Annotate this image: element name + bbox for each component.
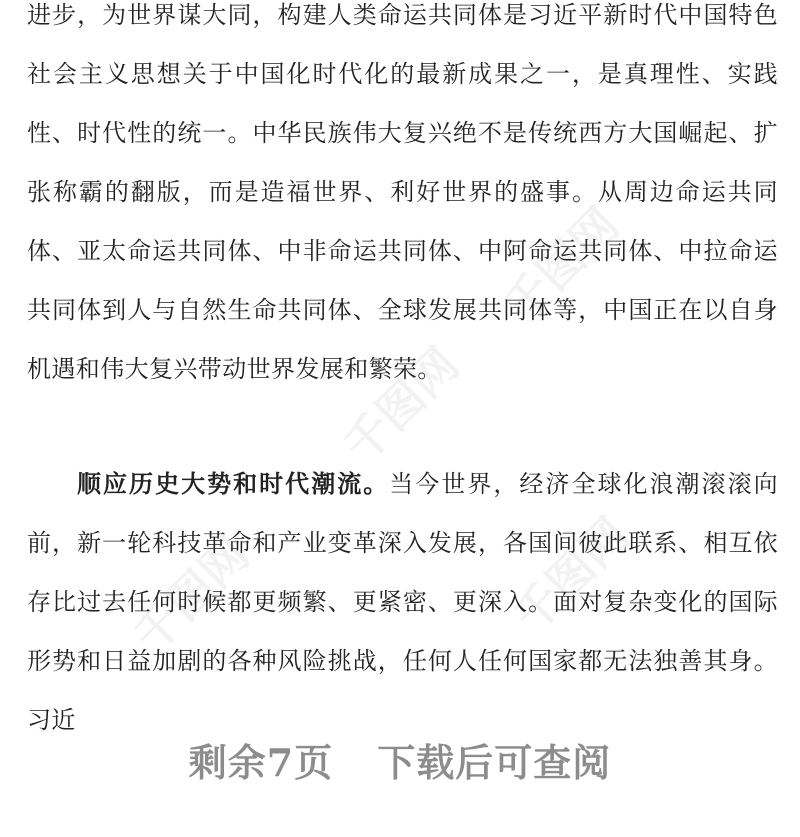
paragraph-1-text: 进步，为世界谋大同，构建人类命运共同体是习近平新时代中国特色社会主义思想关于中国化时代化的最新成果之一，是真理性、实践性、时代性的统一。中华民族伟大复兴绝不是传统西方大国崛起、扩张称霸的翻版，而是造福世界、利好世界的盛事。从周边命运共同体、亚太命运共同体、中非命运共同体、中阿命运共同体、中拉命运共同体到人与自然生命共同体、全球发展共同体等，中国正在以自身机遇和伟大复兴带动世界发展和繁荣。 (27, 1, 778, 383)
paragraph-2-lead: 顺应历史大势和时代潮流。 (77, 470, 390, 498)
download-to-view-label: 下载后可查阅 (377, 740, 612, 785)
watermark: 千图网 (333, 337, 470, 474)
watermark: 千图网 (503, 507, 640, 644)
paragraph-2-text: 当今世界，经济全球化浪潮滚滚向前，新一轮科技革命和产业变革深入发展，各国间彼此联系、相互依存比过去任何时候都更频繁、更紧密、更深入。面对复杂变化的国际形势和日益加剧的各种风险挑战，任何人任何国家都无法独善其身。习近 (27, 470, 778, 734)
watermark: 千图网 (123, 527, 260, 664)
paragraph-2 (0, 455, 800, 750)
download-prompt[interactable] (0, 732, 800, 787)
watermark: 千图网 (493, 197, 630, 334)
remaining-pages-label: 剩余7页 (188, 740, 334, 785)
paragraph-1 (0, 0, 800, 399)
